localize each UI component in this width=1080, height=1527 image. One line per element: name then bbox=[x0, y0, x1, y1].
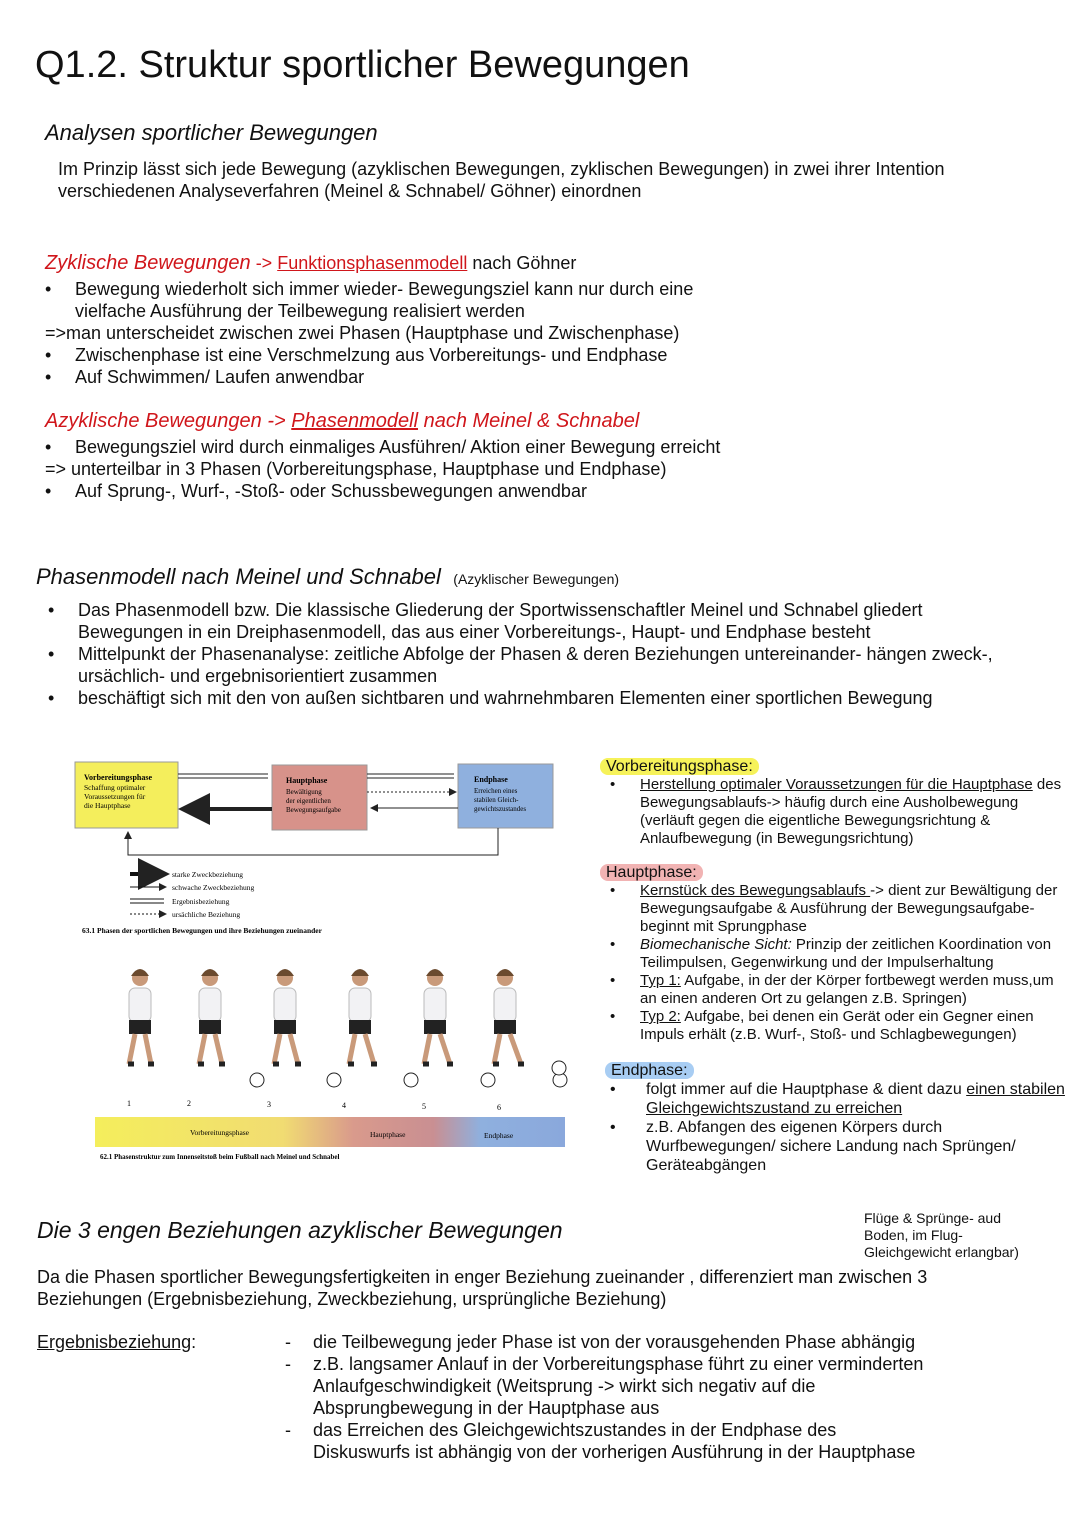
zyklisch-list bbox=[45, 278, 735, 388]
underlined-text: einen stabilen Gleichgewichtszustand zu erreichen bbox=[646, 1081, 1065, 1117]
list-line: =>man unterscheidet zwischen zwei Phasen (Hauptphase und Zwischenphase) bbox=[45, 323, 680, 343]
text: des Bewegungsablaufs-> häufig durch eine Ausholbewegung (verläuft gegen die eigentliche Bewegungsrichtung & Anlaufbewegung (in Bewegungsrichtung) bbox=[640, 776, 1062, 847]
colon: : bbox=[191, 1332, 197, 1352]
ball-icon bbox=[404, 1073, 418, 1087]
hauptphase-heading: Hauptphase: bbox=[600, 864, 703, 881]
arrow-text: -> bbox=[250, 253, 278, 273]
bar-label: Hauptphase bbox=[370, 1130, 406, 1139]
phase-descriptions bbox=[600, 758, 1065, 1175]
player-figure bbox=[423, 969, 453, 1064]
side-note: Flüge & Sprünge- aud Boden, im Flug-Gleichgewicht erlangbar) bbox=[864, 1210, 1019, 1260]
ergebnis-label bbox=[37, 1331, 196, 1353]
model-name: Funktionsphasenmodell bbox=[277, 253, 468, 273]
legend-item: schwache Zweckbeziehung bbox=[172, 883, 255, 892]
player-figure bbox=[198, 969, 225, 1064]
phase-numbers bbox=[127, 1099, 501, 1112]
list-item: - z.B. langsamer Anlauf in der Vorbereitungsphase führt zu einer verminderten Anlaufgeschwindigkeit (Weitsprung -> wirkt sich negativ auf die Absprungbewegung in der Hauptphase aus bbox=[285, 1353, 935, 1419]
list-item: • Bewegung wiederholt sich immer wieder- Bewegungsziel kann nur durch eine vielfache Ausführung der Teilbewegung realisiert werden bbox=[45, 278, 735, 322]
phase-number: 5 bbox=[422, 1102, 426, 1111]
vorbereitung-heading: Vorbereitungsphase: bbox=[600, 758, 759, 775]
phasenmodell-heading bbox=[36, 564, 619, 590]
player-sequence-image bbox=[128, 969, 567, 1087]
underlined-text: Typ 1: bbox=[640, 972, 681, 989]
ergebnis-list bbox=[285, 1331, 935, 1463]
figure-caption: 62.1 Phasenstruktur zum Innenseitstoß beim Fußball nach Meinel und Schnabel bbox=[100, 1153, 340, 1161]
phasenmodell-list bbox=[48, 599, 1008, 709]
list-line: => unterteilbar in 3 Phasen (Vorbereitungsphase, Hauptphase und Endphase) bbox=[45, 459, 667, 479]
analysen-text: Im Prinzip lässt sich jede Bewegung (azyklischen Bewegungen, zyklischen Bewegungen) in zwei ihrer Intention verschiedenen Analyseverfahren (Meinel & Schnabel/ Göhner) einordnen bbox=[58, 159, 945, 201]
player-figure bbox=[348, 969, 377, 1064]
zyklisch-heading bbox=[45, 252, 576, 275]
ball-icon bbox=[250, 1073, 264, 1087]
phase-number: 4 bbox=[342, 1101, 346, 1110]
italic-text: Biomechanische Sicht: bbox=[640, 936, 792, 953]
underlined-text: Herstellung optimaler Voraussetzungen für die Hauptphase bbox=[640, 776, 1033, 793]
text: folgt immer auf die Hauptphase & dient dazu bbox=[646, 1081, 967, 1098]
box2-text: der eigentlichen bbox=[286, 797, 331, 805]
list-item: • Das Phasenmodell bzw. Die klassische Gliederung der Sportwissenschaftler Meinel und Schnabel gliedert Bewegungen in ein Dreiphasenmodell, das aus einer Vorbereitungs-, Haupt- und Endphase besteht bbox=[48, 599, 1008, 643]
box3-text: gewichtszustandes bbox=[474, 805, 527, 813]
list-item: • Auf Schwimmen/ Laufen anwendbar bbox=[45, 366, 735, 388]
legend-item: Ergebnisbeziehung bbox=[172, 897, 230, 906]
underlined-text: Kernstück des Bewegungsablaufs bbox=[640, 882, 871, 899]
beziehungen-text: Da die Phasen sportlicher Bewegungsfertigkeiten in enger Beziehung zueinander , differenziert man zwischen 3 Beziehungen (Ergebnisbeziehung, Zweckbeziehung, ursprüngliche Beziehung) bbox=[37, 1267, 928, 1309]
ball-icon bbox=[552, 1061, 566, 1075]
azyklisch-list bbox=[45, 436, 805, 502]
box1-text: Schaffung optimaler bbox=[84, 783, 146, 792]
list-item: - das Erreichen des Gleichgewichtszustandes in der Endphase des Diskuswurfs ist abhängig von der vorherigen Ausführung in der Hauptphase bbox=[285, 1419, 935, 1463]
endphase-heading: Endphase: bbox=[605, 1062, 694, 1079]
bar-label: Vorbereitungsphase bbox=[190, 1128, 250, 1137]
model-author: nach Göhner bbox=[467, 253, 577, 273]
player-figure bbox=[493, 969, 524, 1064]
bar-label: Endphase bbox=[484, 1131, 514, 1140]
analysen-heading: Analysen sportlicher Bewegungen bbox=[45, 120, 378, 145]
legend-item: starke Zweckbeziehung bbox=[172, 870, 244, 879]
box2-title: Hauptphase bbox=[286, 776, 328, 785]
phasenmodell-title: Phasenmodell nach Meinel und Schnabel bbox=[36, 564, 441, 589]
list-item: • Mittelpunkt der Phasenanalyse: zeitliche Abfolge der Phasen & deren Beziehungen untereinander- hängen zweck-, ursächlich- und ergebnisorientiert zusammen bbox=[48, 643, 1008, 687]
azyklisch-heading bbox=[45, 410, 639, 433]
phase-number: 3 bbox=[267, 1100, 271, 1109]
azyklisch-title: Azyklische Bewegungen -> bbox=[45, 410, 286, 432]
phase-number: 2 bbox=[187, 1099, 191, 1108]
ball-icon bbox=[481, 1073, 495, 1087]
box1-text: die Hauptphase bbox=[84, 801, 131, 810]
beziehungen-heading: Die 3 engen Beziehungen azyklischer Bewegungen bbox=[37, 1217, 563, 1243]
text: -> dient zur Bewältigung der Bewegungsaufgabe & Ausführung der Bewegungsaufgabe- beginnt mit Sprungphase bbox=[640, 882, 1058, 935]
list-item: • Auf Sprung-, Wurf-, -Stoß- oder Schussbewegungen anwendbar bbox=[45, 480, 805, 502]
text: Aufgabe, bei denen ein Gerät oder ein Gegner einen Impuls erhält (z.B. Wurf-, Stoß- und Schlagbewegungen) bbox=[640, 1008, 1034, 1043]
player-figure bbox=[128, 969, 154, 1064]
legend-item: ursächliche Beziehung bbox=[172, 910, 241, 919]
list-item: • Zwischenphase ist eine Verschmelzung aus Vorbereitungs- und Endphase bbox=[45, 344, 735, 366]
list-item: • Bewegungsziel wird durch einmaliges Ausführen/ Aktion einer Bewegung erreicht bbox=[45, 436, 805, 458]
box1-title: Vorbereitungsphase bbox=[84, 773, 153, 782]
model-name: Phasenmodell bbox=[291, 410, 419, 432]
model-author: nach Meinel & Schnabel bbox=[418, 410, 640, 432]
zyklisch-title: Zyklische Bewegungen bbox=[45, 252, 251, 274]
box2-text: Bewältigung bbox=[286, 788, 322, 796]
box3-text: stabilen Gleich- bbox=[474, 796, 519, 804]
label: Ergebnisbeziehung bbox=[37, 1332, 192, 1352]
underlined-text: Typ 2: bbox=[640, 1008, 681, 1025]
box2-text: Bewegungsaufgabe bbox=[286, 806, 341, 814]
player-figure bbox=[273, 969, 301, 1064]
phasenmodell-subtitle: (Azyklischer Bewegungen) bbox=[453, 571, 620, 587]
phase-number: 6 bbox=[497, 1103, 501, 1112]
box3-title: Endphase bbox=[474, 775, 508, 784]
list-item: - die Teilbewegung jeder Phase ist von der vorausgehenden Phase abhängig bbox=[285, 1331, 935, 1353]
page-title: Q1.2. Struktur sportlicher Bewegungen bbox=[35, 44, 690, 86]
phase-number: 1 bbox=[127, 1099, 131, 1108]
figure-caption: 63.1 Phasen der sportlichen Bewegungen und ihre Beziehungen zueinander bbox=[82, 926, 322, 935]
ball-icon bbox=[327, 1073, 341, 1087]
text: • z.B. Abfangen des eigenen Körpers durch Wurfbewegungen/ sichere Landung nach Sprüngen/ Geräteabgängen bbox=[600, 1118, 1065, 1175]
text: Aufgabe, in der der Körper fortbewegt werden muss,um an einen anderen Ort zu gelangen z.B. Springen) bbox=[640, 972, 1054, 1007]
box1-text: Voraussetzungen für bbox=[84, 792, 146, 801]
box3-text: Erreichen eines bbox=[474, 787, 518, 795]
phase-diagram bbox=[60, 750, 590, 1170]
list-item: • beschäftigt sich mit den von außen sichtbaren und wahrnehmbaren Elementen einer sportlichen Bewegung bbox=[48, 687, 1008, 709]
text: Prinzip der zeitlichen Koordination von Teilimpulsen, Gegenwirkung und der Impulserhaltung bbox=[640, 936, 1052, 971]
legend bbox=[130, 870, 255, 919]
